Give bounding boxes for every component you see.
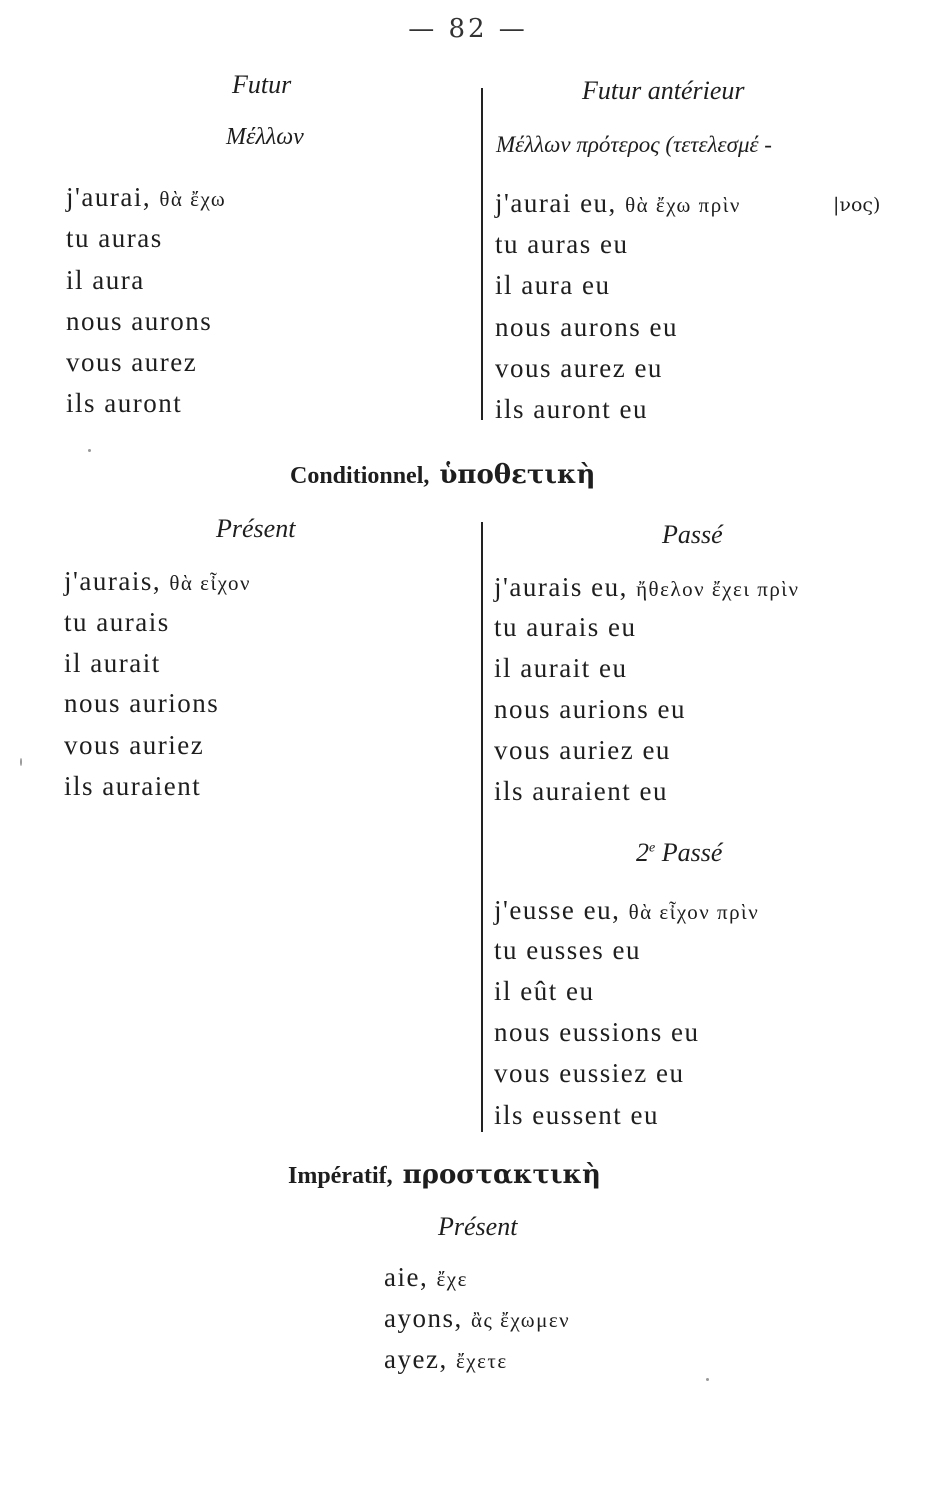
conjugation-line: il aurait eu xyxy=(494,653,628,683)
conjugation-line: ils auraient xyxy=(64,771,202,801)
conjugation-line: il eût eu xyxy=(494,976,595,1006)
futur-anterieur-greek-title: Μέλλων πρότερος (τετελεσμέ - xyxy=(496,132,772,157)
conjugation-line: ayons, ἂς ἔχωμεν xyxy=(384,1303,571,1333)
greek-title-continuation: |νος) xyxy=(833,194,881,216)
column-divider xyxy=(481,88,483,420)
page-number: — 82 — xyxy=(408,14,528,44)
print-speck xyxy=(88,449,91,452)
conjugation-line: vous aurez xyxy=(66,347,198,377)
imp-present-title: Présent xyxy=(438,1212,518,1241)
conjugation-line: j'eusse eu, θὰ εἶχον πρὶν xyxy=(494,895,760,925)
futur-greek-title: Μέλλων xyxy=(226,124,304,150)
conjugation-line: nous aurons eu xyxy=(495,312,678,342)
print-speck xyxy=(20,758,22,766)
conjugation-line: vous auriez eu xyxy=(494,735,671,765)
conjugation-line: vous aurez eu xyxy=(495,353,663,383)
print-speck xyxy=(706,1378,709,1381)
conjugation-line: il aura xyxy=(66,265,145,295)
conjugation-line: vous auriez xyxy=(64,730,205,760)
conjugation-line: nous aurions eu xyxy=(494,694,686,724)
conditionnel-heading: Conditionnel, ὑποθετικὴ xyxy=(290,460,596,490)
futur-title: Futur xyxy=(232,70,292,99)
conjugation-line: ils auront xyxy=(66,388,183,418)
cond-passe2-title: 2e Passé xyxy=(636,838,723,867)
conjugation-line: ayez, ἔχετε xyxy=(384,1344,508,1374)
conjugation-line: tu eusses eu xyxy=(494,935,641,965)
conjugation-line: aie, ἔχε xyxy=(384,1262,468,1292)
imperatif-heading: Impératif, προστακτικὴ xyxy=(288,1160,601,1190)
conjugation-line: nous aurions xyxy=(64,688,220,718)
conjugation-line: tu auras eu xyxy=(495,229,629,259)
conjugation-line: j'aurais, θὰ εἶχον xyxy=(64,566,251,596)
cond-present-title: Présent xyxy=(216,514,296,543)
conjugation-line: nous eussions eu xyxy=(494,1017,700,1047)
conjugation-line: j'aurai, θὰ ἔχω xyxy=(66,182,227,212)
conjugation-line: ils auraient eu xyxy=(494,776,668,806)
cond-passe-title: Passé xyxy=(662,520,723,549)
conjugation-line: ils auront eu xyxy=(495,394,648,424)
conjugation-line: tu aurais eu xyxy=(494,612,637,642)
conjugation-line: nous aurons xyxy=(66,306,213,336)
conjugation-line: tu auras xyxy=(66,223,163,253)
conjugation-line: vous eussiez eu xyxy=(494,1058,685,1088)
conjugation-line: tu aurais xyxy=(64,607,170,637)
conjugation-line: ils eussent eu xyxy=(494,1100,659,1130)
conjugation-line: il aura eu xyxy=(495,270,611,300)
conjugation-line: il aurait xyxy=(64,648,161,678)
futur-anterieur-title: Futur antérieur xyxy=(582,76,745,105)
conjugation-line: j'aurai eu, θὰ ἔχω πρὶν xyxy=(495,188,741,218)
column-divider xyxy=(481,522,483,1132)
conjugation-line: j'aurais eu, ἤθελον ἔχει πρὶν xyxy=(494,572,800,602)
